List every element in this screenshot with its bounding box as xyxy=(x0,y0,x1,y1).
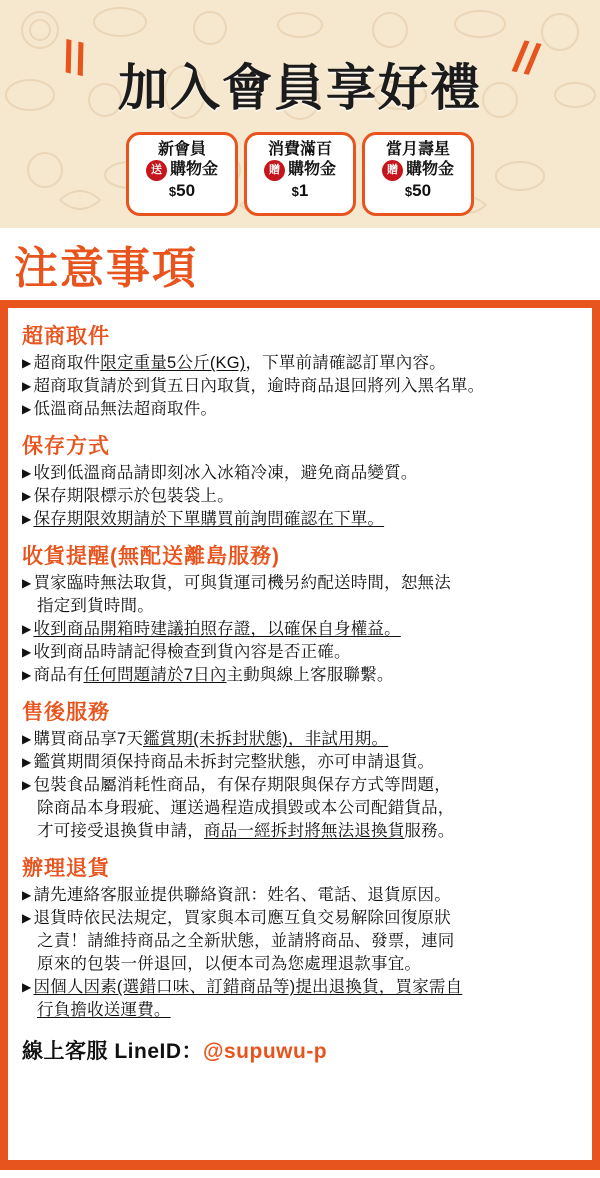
notice-line xyxy=(22,884,578,907)
notice-line xyxy=(22,375,578,398)
badge-value: 1 xyxy=(298,181,309,200)
emphasis-text: 限定重量5公斤(KG) xyxy=(100,354,246,372)
plain-text: 超商取貨請於到貨五日內取貨，逾時商品退回將列入黑名單。 xyxy=(33,377,485,395)
notice-section xyxy=(22,540,578,687)
notice-line-text xyxy=(33,618,578,641)
member-gift-badges xyxy=(0,132,600,216)
bullet-triangle-icon: ▶ xyxy=(22,645,32,659)
notice-line xyxy=(22,953,578,976)
bullet-triangle-icon: ▶ xyxy=(22,888,32,902)
badge-value: 50 xyxy=(176,181,196,200)
badge-subtitle: 購物金 xyxy=(169,161,218,178)
notice-line-text xyxy=(33,485,578,508)
notice-line xyxy=(22,930,578,953)
bullet-triangle-icon: ▶ xyxy=(22,668,32,682)
section-title: 售後服務 xyxy=(22,701,110,724)
notice-line-text xyxy=(37,999,578,1022)
section-title: 超商取件 xyxy=(22,325,110,348)
notice-line xyxy=(22,774,578,797)
gift-icon: 贈 xyxy=(264,160,285,181)
plain-text: 服務。 xyxy=(404,822,455,840)
notice-line-text xyxy=(33,751,578,774)
notice-line-text xyxy=(37,953,578,976)
notice-line xyxy=(22,820,578,843)
notice-line-text xyxy=(37,595,578,618)
bullet-triangle-icon: ▶ xyxy=(22,778,32,792)
page-title: 注意事項 xyxy=(14,244,198,293)
badge-amount xyxy=(129,181,235,202)
notice-line xyxy=(22,999,578,1022)
bullet-triangle-icon: ▶ xyxy=(22,379,32,393)
notice-line-text xyxy=(33,664,578,687)
emphasis-text: 商品一經拆封將無法退換貨 xyxy=(204,822,405,840)
emphasis-text: 因個人因素(選錯口味、訂錯商品等)提出退換貨，買家需自 xyxy=(33,978,463,996)
plain-text: 鑑賞期間須保持商品未拆封完整狀態，亦可申請退貨。 xyxy=(33,753,435,771)
badge-title: 新會員 xyxy=(157,141,206,158)
notice-line xyxy=(22,664,578,687)
notice-heading-bar xyxy=(0,228,600,300)
bullet-triangle-icon: ▶ xyxy=(22,356,32,370)
customer-service-line xyxy=(22,1031,578,1065)
plain-text: 買家臨時無法取貨，可與貨運司機另約配送時間，恕無法 xyxy=(33,574,451,592)
notice-line xyxy=(22,572,578,595)
bullet-triangle-icon: ▶ xyxy=(22,980,32,994)
plain-text: 收到低溫商品請即刻冰入冰箱冷凍，避免商品變質。 xyxy=(33,464,418,482)
plain-text: 之責！請維持商品之全新狀態，並請將商品、發票，連同 xyxy=(37,932,455,950)
hero-banner xyxy=(0,0,600,228)
notice-line xyxy=(22,976,578,999)
plain-text: 指定到貨時間。 xyxy=(37,597,154,615)
badge-currency: $ xyxy=(404,184,413,199)
plain-text: 收到商品時請記得檢查到貨內容是否正確。 xyxy=(33,643,351,661)
gift-icon: 贈 xyxy=(382,160,403,181)
notice-line-text xyxy=(33,976,578,999)
hero-title: 加入會員享好禮 xyxy=(118,60,482,116)
badge-currency: $ xyxy=(291,184,299,199)
bullet-triangle-icon: ▶ xyxy=(22,732,32,746)
notice-line-text xyxy=(33,907,578,930)
notice-line xyxy=(22,352,578,375)
plain-text: 主動與線上客服聯繫。 xyxy=(226,666,394,684)
notice-line xyxy=(22,728,578,751)
bullet-triangle-icon: ▶ xyxy=(22,402,32,416)
emphasis-text: 保存期限效期請於下單購買前詢問確認在下單。 xyxy=(33,510,385,528)
notice-line-text xyxy=(33,572,578,595)
emphasis-text: 鑑賞期(未拆封狀態)，非試用期。 xyxy=(143,730,389,748)
plain-text: 商品有 xyxy=(33,666,84,684)
badge-birthday xyxy=(362,132,474,216)
bullet-triangle-icon: ▶ xyxy=(22,489,32,503)
bullet-triangle-icon: ▶ xyxy=(22,911,32,925)
plain-text: 低溫商品無法超商取件。 xyxy=(33,400,218,418)
notice-line-text xyxy=(33,508,578,531)
customer-service-label: 線上客服 LineID： xyxy=(22,1040,204,1063)
notice-line xyxy=(22,485,578,508)
emphasis-text: 行負擔收送運費。 xyxy=(37,1001,171,1019)
notice-line xyxy=(22,595,578,618)
notice-line xyxy=(22,618,578,641)
bullet-triangle-icon: ▶ xyxy=(22,755,32,769)
decor-slash-right: // xyxy=(508,32,543,86)
notice-line-text xyxy=(33,375,578,398)
notice-line-text xyxy=(33,728,578,751)
badge-subtitle: 購物金 xyxy=(287,161,336,178)
notice-line xyxy=(22,797,578,820)
emphasis-text: 任何問題請於7日內 xyxy=(83,666,227,684)
notice-line-text xyxy=(37,930,578,953)
plain-text: 包裝食品屬消耗性商品，有保存期限與保存方式等問題， xyxy=(33,776,451,794)
notice-line xyxy=(22,751,578,774)
plain-text: 超商取件 xyxy=(33,354,101,372)
plain-text: 才可接受退換貨申請， xyxy=(37,822,204,840)
notice-section xyxy=(22,852,578,1022)
line-id-value[interactable]: @supuwu-p xyxy=(203,1040,328,1063)
bullet-triangle-icon: ▶ xyxy=(22,466,32,480)
badge-new-member xyxy=(126,132,238,216)
decor-slash-left: \\ xyxy=(57,32,92,86)
notice-line-text xyxy=(33,774,578,797)
notice-line xyxy=(22,641,578,664)
section-title: 辦理退貨 xyxy=(22,857,110,880)
notice-sections xyxy=(22,320,578,1022)
notice-line xyxy=(22,462,578,485)
notice-section xyxy=(22,430,578,531)
plain-text: ，下單前請確認訂單內容。 xyxy=(245,354,446,372)
bullet-triangle-icon: ▶ xyxy=(22,622,32,636)
badge-title: 消費滿百 xyxy=(267,141,332,158)
notice-line xyxy=(22,398,578,421)
emphasis-text: 收到商品開箱時建議拍照存證，以確保自身權益。 xyxy=(33,620,401,638)
notice-line-text xyxy=(33,884,578,907)
bullet-triangle-icon: ▶ xyxy=(22,576,32,590)
badge-spend-hundred xyxy=(244,132,356,216)
notice-line-text xyxy=(37,820,578,843)
gift-icon: 送 xyxy=(146,160,167,181)
notice-section xyxy=(22,696,578,843)
notice-line-text xyxy=(33,641,578,664)
badge-amount xyxy=(365,181,471,202)
badge-title: 當月壽星 xyxy=(385,141,450,158)
section-title: 收貨提醒(無配送離島服務) xyxy=(22,545,280,568)
notice-line xyxy=(22,907,578,930)
plain-text: 除商品本身瑕疵、運送過程造成損毀或本公司配錯貨品， xyxy=(37,799,455,817)
notice-line xyxy=(22,508,578,531)
plain-text: 請先連絡客服並提供聯絡資訊：姓名、電話、退貨原因。 xyxy=(33,886,451,904)
section-title: 保存方式 xyxy=(22,435,110,458)
badge-value: 50 xyxy=(412,181,432,200)
bullet-triangle-icon: ▶ xyxy=(22,512,32,526)
plain-text: 原來的包裝一併退回，以便本司為您處理退款事宜。 xyxy=(37,955,422,973)
badge-subtitle: 購物金 xyxy=(405,161,454,178)
notice-section xyxy=(22,320,578,421)
plain-text: 購買商品享7天 xyxy=(33,730,144,748)
plain-text: 退貨時依民法規定，買家與本司應互負交易解除回復原狀 xyxy=(33,909,451,927)
plain-text: 保存期限標示於包裝袋上。 xyxy=(33,487,234,505)
notice-line-text xyxy=(33,398,578,421)
badge-currency: $ xyxy=(168,184,177,199)
notice-line-text xyxy=(33,352,578,375)
notice-body-frame xyxy=(0,300,600,1170)
notice-line-text xyxy=(37,797,578,820)
notice-line-text xyxy=(33,462,578,485)
notice-card xyxy=(8,308,592,1160)
badge-amount xyxy=(247,181,353,202)
